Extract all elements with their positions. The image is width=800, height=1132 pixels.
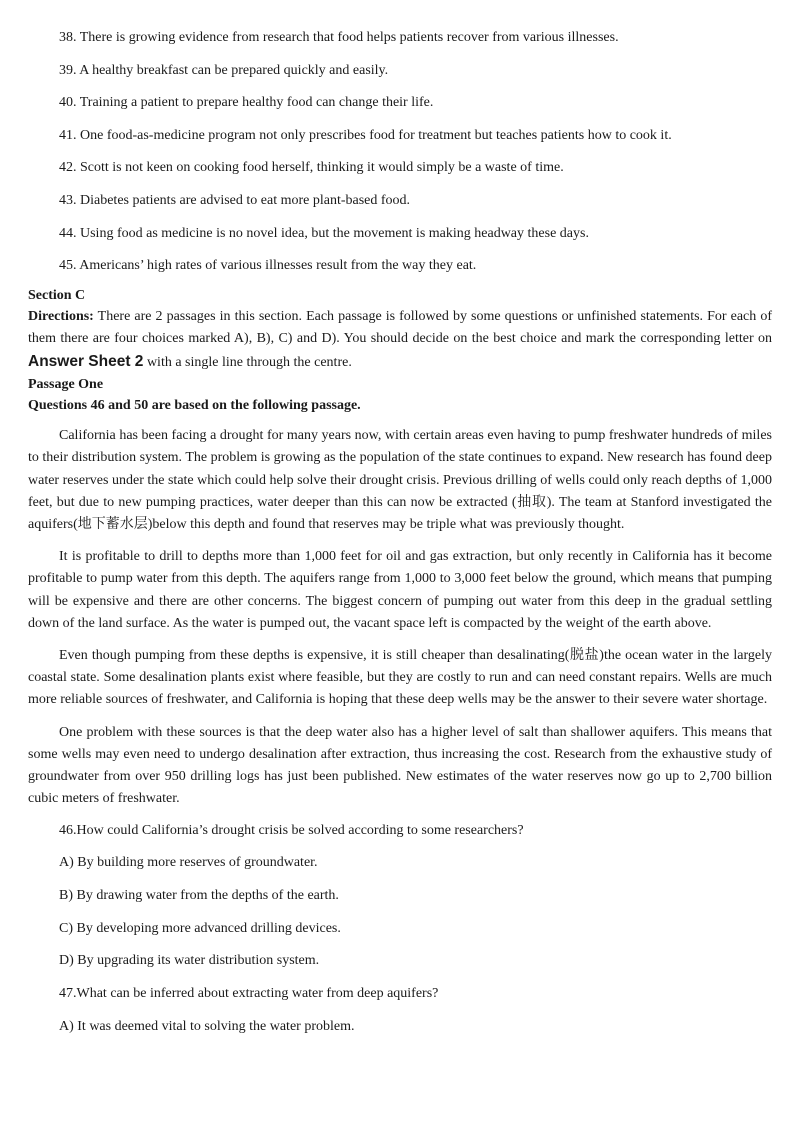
document-page [28, 28, 772, 1049]
directions-label: Directions: [28, 308, 94, 324]
answer-option: A) By building more reserves of groundwater. [59, 855, 318, 871]
statement-item: 42. Scott is not keen on cooking food herself, thinking it would simply be a waste of time. [59, 160, 564, 176]
directions [28, 306, 772, 375]
statement-item: 43. Diabetes patients are advised to eat more plant-based food. [59, 192, 411, 208]
passage-paragraph: Even though pumping from these depths is expensive, it is still cheaper than desalinating(脱盐)the ocean water in the largely coastal state. Some desalination plants exist where feasible, but they are costly to run and can need constant repairs. Wells are much more reliable sources of freshwater, and California is hoping that these deep wells may be the answer to their severe water shortage. [28, 648, 772, 708]
answer-option: D) By upgrading its water distribution system. [59, 953, 320, 969]
passage-paragraph: It is profitable to drill to depths more than 1,000 feet for oil and gas extraction, but only recently in California has it become profitable to pump water from this depth. The aquifers range from 1,000 to 3,000 feet below the ground, which means that pumping will be expensive and there are other concerns. The biggest concern of pumping out water from this deep in the gradual settling down of the land surface. As the water is pumped out, the vacant space left is compacted by the weight of the earth above. [28, 549, 772, 631]
question-stem: 47.What can be inferred about extracting water from deep aquifers? [59, 985, 439, 1001]
statement-item: 39. A healthy breakfast can be prepared quickly and easily. [59, 62, 389, 78]
statement-item: 45. Americans’ high rates of various illnesses result from the way they eat. [59, 258, 477, 274]
statement-item: 44. Using food as medicine is no novel idea, but the movement is making headway these days. [59, 225, 589, 241]
answer-sheet-label: Answer Sheet 2 [28, 352, 144, 370]
passage-body [28, 425, 772, 810]
section-title: Section C [28, 287, 86, 303]
question-list [28, 821, 772, 1037]
answer-option: C) By developing more advanced drilling devices. [59, 920, 341, 936]
passage-title: Passage One [28, 377, 104, 393]
statement-item: 41. One food-as-medicine program not only prescribes food for treatment but teaches patients how to cook it. [59, 127, 672, 143]
statement-item: 40. Training a patient to prepare healthy food can change their life. [59, 95, 434, 111]
passage-paragraph: One problem with these sources is that the deep water also has a higher level of salt than shallower aquifers. This means that some wells may even need to undergo desalination after extraction, thus increasing the cost. Research from the exhaustive study of groundwater from over 950 drilling logs has just been published. New estimates of the water reserves now go up to 2,700 billion cubic meters of freshwater. [28, 724, 772, 807]
statement-item: 38. There is growing evidence from research that food helps patients recover from various illnesses. [59, 30, 619, 45]
answer-option: B) By drawing water from the depths of the earth. [59, 887, 339, 903]
directions-text-1: There are 2 passages in this section. Each passage is followed by some questions or unfinished statements. For each of them there are four choices marked A), B), C) and D). You should decide on the best choice and mark the corresponding letter on [28, 308, 772, 347]
question-stem: 46.How could California’s drought crisis be solved according to some researchers? [59, 822, 524, 838]
answer-option: A) It was deemed vital to solving the water problem. [59, 1018, 355, 1034]
question-range: Questions 46 and 50 are based on the following passage. [28, 398, 361, 414]
passage-paragraph: California has been facing a drought for many years now, with certain areas even having to pump freshwater hundreds of miles to their distribution system. The problem is growing as the population of the state continues to expand. New research has found deep water reserves under the state which could help solve their drought crisis. Previous drilling of wells could only reach depths of 1,000 feet, but due to new pumping practices, water deeper than this can now be extracted (抽取). The team at Stanford investigated the aquifers(地下蓄水层)below this depth and found that reserves may be triple what was previously thought. [28, 428, 772, 533]
directions-text-2: with a single line through the centre. [143, 354, 352, 370]
statement-list [28, 28, 772, 276]
